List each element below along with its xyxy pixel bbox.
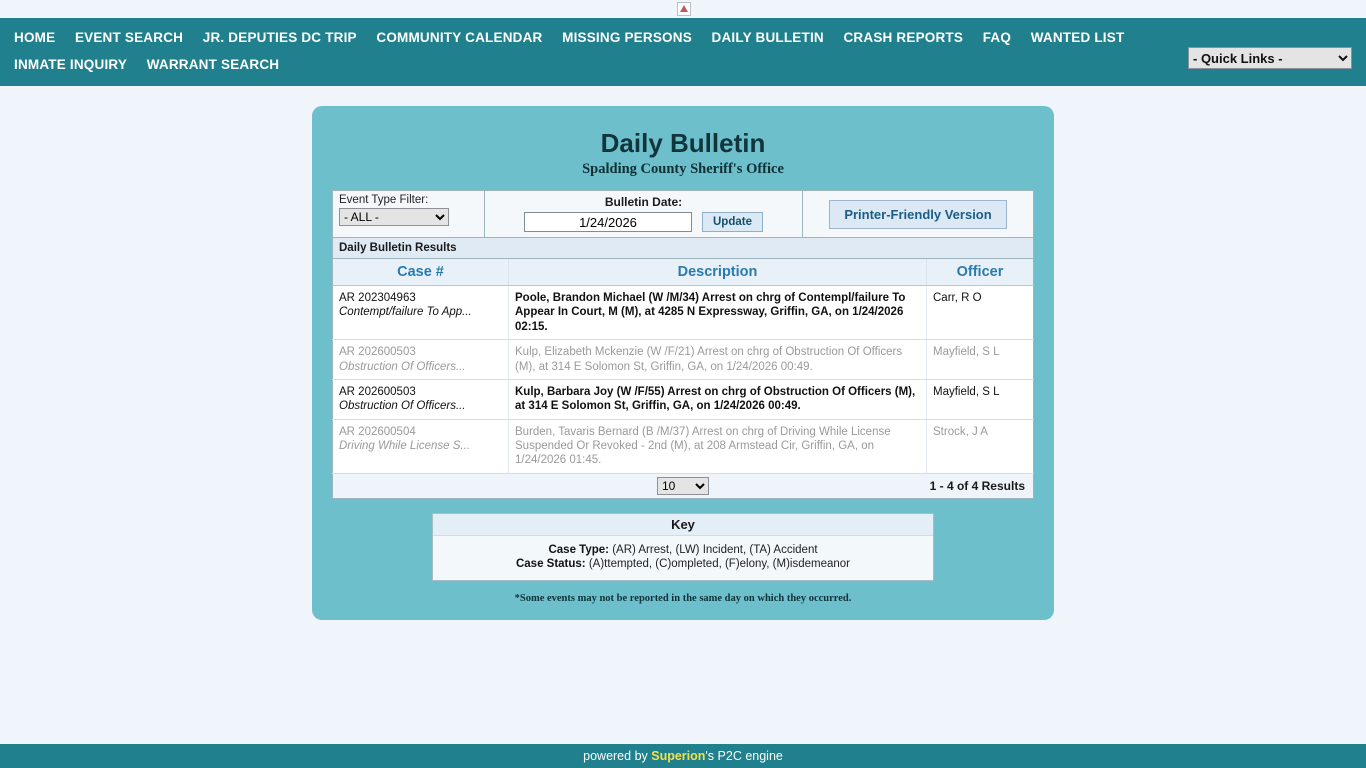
nav-item[interactable]	[199, 24, 361, 51]
column-header-officer[interactable]: Officer	[927, 259, 1034, 286]
printer-friendly-button[interactable]: Printer-Friendly Version	[829, 200, 1006, 229]
officer-cell: Mayfield, S L	[927, 340, 1034, 380]
quick-links-select[interactable]	[1188, 47, 1352, 69]
page-footer	[0, 744, 1366, 768]
case-cell	[333, 286, 509, 340]
nav-warrant-search[interactable]: WARRANT SEARCH	[146, 57, 280, 72]
table-row[interactable]	[333, 379, 1034, 419]
main-navigation-bar	[0, 18, 1366, 86]
daily-bulletin-panel	[312, 106, 1054, 620]
table-row[interactable]	[333, 286, 1034, 340]
nav-faq[interactable]: FAQ	[982, 30, 1012, 45]
nav-link-list	[10, 24, 1190, 78]
footer-brand-link[interactable]: Superion	[651, 749, 706, 763]
page-title: Daily Bulletin	[600, 128, 766, 158]
column-header-description[interactable]: Description	[509, 259, 927, 286]
table-header-row	[333, 259, 1034, 286]
case-number: AR 202600503	[339, 346, 416, 359]
nav-item[interactable]	[372, 24, 546, 51]
nav-home[interactable]: HOME	[14, 30, 56, 45]
nav-jr-deputies-dc-trip[interactable]: JR. DEPUTIES DC TRIP	[202, 30, 357, 45]
case-charge: Driving While License S...	[339, 440, 471, 452]
printer-friendly-cell	[803, 191, 1033, 237]
bulletin-date-row	[491, 212, 796, 232]
bulletin-content	[332, 190, 1034, 604]
nav-item[interactable]	[558, 24, 696, 51]
event-type-filter-cell	[333, 191, 485, 237]
update-button[interactable]: Update	[702, 212, 763, 232]
officer-cell: Strock, J A	[927, 419, 1034, 473]
table-row[interactable]	[333, 340, 1034, 380]
officer-cell: Mayfield, S L	[927, 379, 1034, 419]
bulletin-date-label: Bulletin Date:	[604, 195, 683, 209]
key-body	[433, 536, 933, 580]
table-row[interactable]	[333, 419, 1034, 473]
key-title: Key	[433, 514, 933, 536]
case-charge: Obstruction Of Officers...	[339, 360, 466, 373]
case-number: AR 202600503	[339, 385, 416, 398]
filter-bar	[332, 190, 1034, 238]
footer-suffix: 's P2C engine	[705, 749, 783, 763]
nav-inmate-inquiry[interactable]: INMATE INQUIRY	[14, 57, 128, 72]
footer-prefix: powered by	[583, 749, 652, 763]
nav-item[interactable]	[10, 24, 59, 51]
nav-item[interactable]	[143, 51, 284, 78]
key-box	[432, 513, 934, 581]
key-case-type-label: Case Type:	[548, 543, 609, 556]
page-subtitle: Spalding County Sheriff's Office	[582, 161, 784, 177]
event-type-select[interactable]	[339, 208, 449, 226]
nav-item[interactable]	[708, 24, 828, 51]
key-case-type-line	[433, 544, 933, 556]
case-cell	[333, 340, 509, 380]
description-cell: Poole, Brandon Michael (W /M/34) Arrest on chrg of Contempl/failure To Appear In Court, M (M), at 4285 N Expressway, Griffin, GA, on 1/24/2026 02:15.	[509, 286, 927, 340]
nav-missing-persons[interactable]: MISSING PERSONS	[562, 30, 692, 45]
footnote: *Some events may not be reported in the same day on which they occurred.	[514, 592, 852, 604]
broken-image-icon	[677, 2, 691, 16]
event-type-label: Event Type Filter:	[339, 194, 429, 206]
officer-cell: Carr, R O	[927, 286, 1034, 340]
case-charge: Contempt/failure To App...	[339, 306, 472, 319]
description-cell: Kulp, Elizabeth Mckenzie (W /F/21) Arrest on chrg of Obstruction Of Officers (M), at 314 E Solomon St, Griffin, GA, on 1/24/2026 00:49.	[509, 340, 927, 380]
case-charge: Obstruction Of Officers...	[339, 400, 466, 413]
bulletin-date-cell	[485, 191, 803, 237]
results-caption: Daily Bulletin Results	[332, 238, 1034, 259]
column-header-case[interactable]: Case #	[333, 259, 509, 286]
description-cell: Burden, Tavaris Bernard (B /M/37) Arrest on chrg of Driving While License Suspended Or Revoked - 2nd (M), at 208 Armstead Cir, Griffin, GA, on 1/24/2026 01:45.	[509, 419, 927, 473]
results-pager	[332, 474, 1034, 499]
nav-item[interactable]	[839, 24, 967, 51]
key-case-status-label: Case Status:	[515, 557, 586, 570]
nav-wanted-list[interactable]: WANTED LIST	[1030, 30, 1125, 45]
case-number: AR 202304963	[339, 292, 416, 304]
results-table	[332, 259, 1034, 474]
description-cell: Kulp, Barbara Joy (W /F/55) Arrest on chrg of Obstruction Of Officers (M), at 314 E Solomon St, Griffin, GA, on 1/24/2026 00:49.	[509, 379, 927, 419]
nav-item[interactable]	[71, 24, 187, 51]
case-cell	[333, 379, 509, 419]
page-size-select[interactable]	[657, 477, 709, 495]
nav-event-search[interactable]: EVENT SEARCH	[74, 30, 184, 45]
nav-item[interactable]	[1027, 24, 1129, 51]
case-cell	[333, 419, 509, 473]
nav-item[interactable]	[10, 51, 131, 78]
top-banner-area	[0, 0, 1366, 18]
nav-item[interactable]	[979, 24, 1015, 51]
key-case-status-value: (A)ttempted, (C)ompleted, (F)elony, (M)isdemeanor	[588, 557, 851, 570]
key-case-type-value: (AR) Arrest, (LW) Incident, (TA) Accident	[612, 543, 818, 556]
bulletin-date-input[interactable]	[524, 212, 692, 232]
nav-community-calendar[interactable]: COMMUNITY CALENDAR	[376, 30, 543, 45]
results-count: 1 - 4 of 4 Results	[929, 478, 1025, 493]
case-number: AR 202600504	[339, 425, 416, 438]
nav-daily-bulletin[interactable]: DAILY BULLETIN	[711, 30, 824, 45]
nav-crash-reports[interactable]: CRASH REPORTS	[843, 30, 964, 45]
key-case-status-line	[433, 558, 933, 570]
